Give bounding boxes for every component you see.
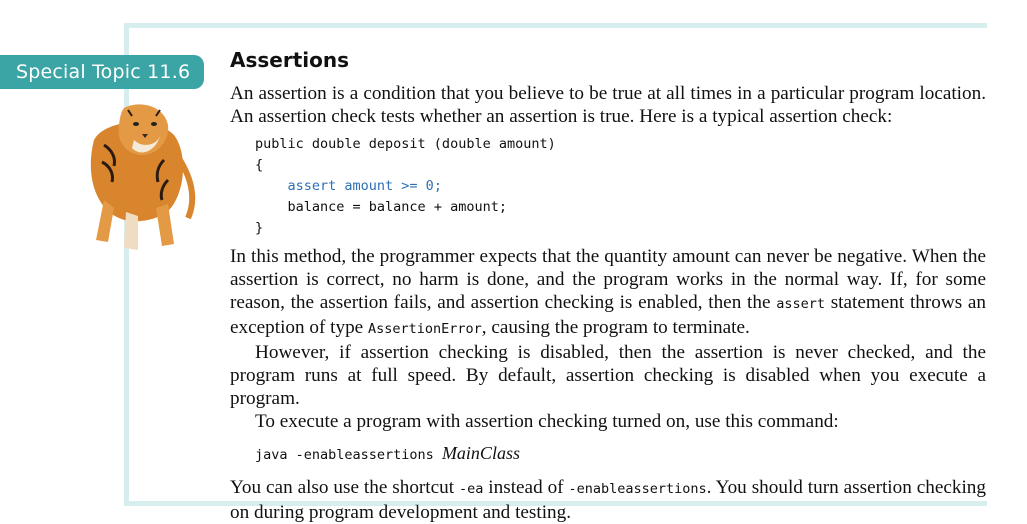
inline-code-assertionerror: AssertionError bbox=[368, 321, 482, 337]
disabled-paragraph: However, if assertion checking is disabled, then the assertion is never checked, and the program runs at full speed. By default, assertion checking is disabled when you execute a program. bbox=[230, 342, 986, 409]
code-line: balance = balance + amount; bbox=[287, 199, 507, 215]
frame-top-border bbox=[127, 23, 987, 28]
inline-code-ea: -ea bbox=[459, 481, 484, 497]
code-block bbox=[255, 134, 986, 239]
frame-left-border bbox=[124, 23, 129, 506]
tiger-illustration bbox=[64, 100, 204, 252]
main-class-placeholder: MainClass bbox=[441, 443, 520, 463]
code-line: } bbox=[255, 220, 264, 236]
code-line: public double deposit (double amount) bbox=[255, 136, 556, 152]
command-line: java -enableassertions MainClass bbox=[255, 443, 520, 463]
inline-code-assert: assert bbox=[776, 296, 825, 312]
execute-paragraph: To execute a program with assertion checking turned on, use this command: bbox=[255, 411, 839, 432]
inline-code-enableassertions: -enableassertions bbox=[568, 481, 707, 497]
topic-title: Assertions bbox=[230, 48, 350, 72]
topic-content bbox=[230, 44, 986, 524]
method-paragraph: In this method, the programmer expects that the quantity amount can never be negative. When the assertion is correct, no harm is done, and the program works in the normal way. If, for some reason, the assertion fails, and assertion checking is enabled, then the assert statement throws an exception of type AssertionError, causing the program to terminate. bbox=[230, 246, 987, 338]
special-topic-badge: Special Topic 11.6 bbox=[0, 55, 204, 89]
code-line-assert: assert amount >= 0; bbox=[287, 178, 442, 194]
intro-paragraph: An assertion is a condition that you believe to be true at all times in a particular program location. An assertion check tests whether an assertion is true. Here is a typical assertion check: bbox=[230, 83, 986, 127]
shortcut-paragraph: You can also use the shortcut -ea instead of -enableassertions. You should turn assertion checking on during program development and testing. bbox=[230, 477, 986, 523]
code-line: { bbox=[255, 157, 264, 173]
